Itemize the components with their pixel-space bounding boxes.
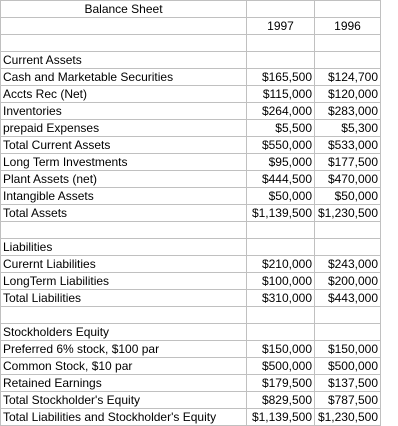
- section-header-row: [1, 324, 381, 341]
- empty-cell[interactable]: [315, 35, 381, 52]
- empty-cell[interactable]: [247, 1, 315, 18]
- value-1996[interactable]: $5,300: [315, 120, 381, 137]
- empty-cell[interactable]: [1, 18, 247, 35]
- empty-cell[interactable]: [315, 52, 381, 69]
- table-row: [1, 341, 381, 358]
- value-1997[interactable]: $829,500: [247, 392, 315, 409]
- year-header-row: [1, 18, 381, 35]
- table-row: [1, 375, 381, 392]
- section-header-row: [1, 239, 381, 256]
- value-1997[interactable]: $310,000: [247, 290, 315, 307]
- table-row: [1, 137, 381, 154]
- empty-cell[interactable]: [247, 239, 315, 256]
- table-row: [1, 103, 381, 120]
- value-1996[interactable]: $50,000: [315, 188, 381, 205]
- empty-cell[interactable]: [315, 307, 381, 324]
- empty-cell[interactable]: [247, 324, 315, 341]
- value-1996[interactable]: $1,230,500: [315, 409, 381, 426]
- empty-cell[interactable]: [247, 222, 315, 239]
- row-label[interactable]: Cash and Marketable Securities: [1, 69, 247, 86]
- title-row: [1, 1, 381, 18]
- value-1997[interactable]: $1,139,500: [247, 205, 315, 222]
- row-label[interactable]: Inventories: [1, 103, 247, 120]
- value-1996[interactable]: $150,000: [315, 341, 381, 358]
- row-label[interactable]: Long Term Investments: [1, 154, 247, 171]
- value-1996[interactable]: $500,000: [315, 358, 381, 375]
- empty-cell[interactable]: [247, 35, 315, 52]
- value-1997[interactable]: $5,500: [247, 120, 315, 137]
- empty-cell[interactable]: [1, 307, 247, 324]
- table-row: [1, 154, 381, 171]
- value-1996[interactable]: $533,000: [315, 137, 381, 154]
- table-row: [1, 120, 381, 137]
- table-row: [1, 256, 381, 273]
- row-label[interactable]: Accts Rec (Net): [1, 86, 247, 103]
- empty-cell[interactable]: [247, 307, 315, 324]
- year-header-1997[interactable]: 1997: [247, 18, 315, 35]
- table-row: [1, 86, 381, 103]
- value-1996[interactable]: $200,000: [315, 273, 381, 290]
- row-label[interactable]: prepaid Expenses: [1, 120, 247, 137]
- table-row: [1, 188, 381, 205]
- row-label[interactable]: Total Liabilities and Stockholder's Equity: [1, 409, 247, 426]
- empty-cell[interactable]: [1, 222, 247, 239]
- section-header[interactable]: Stockholders Equity: [1, 324, 247, 341]
- empty-cell[interactable]: [315, 1, 381, 18]
- value-1997[interactable]: $165,500: [247, 69, 315, 86]
- value-1996[interactable]: $177,500: [315, 154, 381, 171]
- section-header[interactable]: Liabilities: [1, 239, 247, 256]
- year-header-1996[interactable]: 1996: [315, 18, 381, 35]
- value-1997[interactable]: $264,000: [247, 103, 315, 120]
- table-row: [1, 409, 381, 426]
- row-label[interactable]: Retained Earnings: [1, 375, 247, 392]
- row-label[interactable]: Common Stock, $10 par: [1, 358, 247, 375]
- sheet-title[interactable]: Balance Sheet: [1, 1, 247, 18]
- value-1996[interactable]: $283,000: [315, 103, 381, 120]
- table-row: [1, 69, 381, 86]
- empty-cell[interactable]: [315, 239, 381, 256]
- row-label[interactable]: LongTerm Liabilities: [1, 273, 247, 290]
- value-1997[interactable]: $210,000: [247, 256, 315, 273]
- table-row: [1, 171, 381, 188]
- row-label[interactable]: Total Liabilities: [1, 290, 247, 307]
- row-label[interactable]: Total Current Assets: [1, 137, 247, 154]
- table-row: [1, 205, 381, 222]
- row-label[interactable]: Intangible Assets: [1, 188, 247, 205]
- value-1997[interactable]: $179,500: [247, 375, 315, 392]
- section-header[interactable]: Current Assets: [1, 52, 247, 69]
- sheet-body: [1, 1, 381, 426]
- table-row: [1, 290, 381, 307]
- value-1996[interactable]: $787,500: [315, 392, 381, 409]
- value-1996[interactable]: $470,000: [315, 171, 381, 188]
- table-row: [1, 358, 381, 375]
- value-1997[interactable]: $50,000: [247, 188, 315, 205]
- value-1997[interactable]: $1,139,500: [247, 409, 315, 426]
- value-1997[interactable]: $444,500: [247, 171, 315, 188]
- value-1997[interactable]: $500,000: [247, 358, 315, 375]
- row-label[interactable]: Preferred 6% stock, $100 par: [1, 341, 247, 358]
- table-row: [1, 392, 381, 409]
- value-1997[interactable]: $95,000: [247, 154, 315, 171]
- value-1996[interactable]: $443,000: [315, 290, 381, 307]
- value-1997[interactable]: $150,000: [247, 341, 315, 358]
- empty-cell[interactable]: [247, 52, 315, 69]
- empty-cell[interactable]: [315, 324, 381, 341]
- value-1997[interactable]: $550,000: [247, 137, 315, 154]
- row-label[interactable]: Total Stockholder's Equity: [1, 392, 247, 409]
- row-label[interactable]: Curernt Liabilities: [1, 256, 247, 273]
- value-1996[interactable]: $1,230,500: [315, 205, 381, 222]
- value-1997[interactable]: $100,000: [247, 273, 315, 290]
- blank-row: [1, 35, 381, 52]
- row-label[interactable]: Total Assets: [1, 205, 247, 222]
- value-1996[interactable]: $243,000: [315, 256, 381, 273]
- value-1997[interactable]: $115,000: [247, 86, 315, 103]
- table-row: [1, 273, 381, 290]
- empty-cell[interactable]: [315, 222, 381, 239]
- empty-cell[interactable]: [1, 35, 247, 52]
- value-1996[interactable]: $137,500: [315, 375, 381, 392]
- blank-row: [1, 222, 381, 239]
- row-label[interactable]: Plant Assets (net): [1, 171, 247, 188]
- section-header-row: [1, 52, 381, 69]
- value-1996[interactable]: $120,000: [315, 86, 381, 103]
- value-1996[interactable]: $124,700: [315, 69, 381, 86]
- blank-row: [1, 307, 381, 324]
